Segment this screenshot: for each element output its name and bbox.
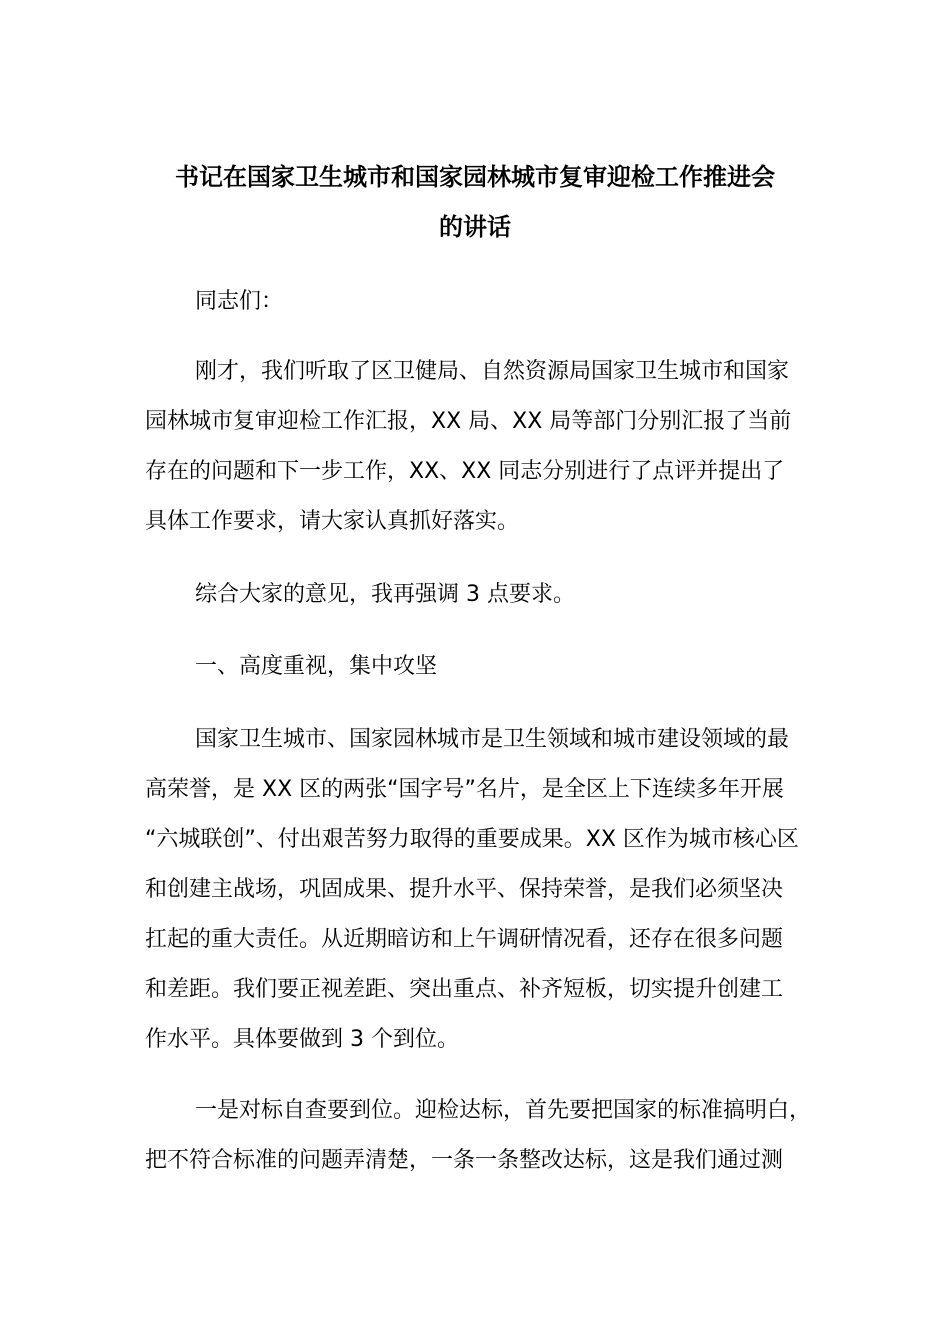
paragraph-4-line-5: 扛起的重大责任。从近期暗访和上午调研情况看，还存在很多问题 (145, 927, 784, 952)
section-heading-1: 一、高度重视，集中攻坚 (195, 654, 438, 679)
paragraph-4-line-6: 和差距。我们要正视差距、突出重点、补齐短板，切实提升创建工 (145, 977, 784, 1002)
paragraph-1-line-3: 存在的问题和下一步工作，XX、XX 同志分别进行了点评并提出了 (145, 459, 785, 484)
paragraph-4-line-1: 国家卫生城市、国家园林城市是卫生领域和城市建设领域的最 (195, 727, 790, 752)
document-title-line-2: 的讲话 (439, 213, 511, 241)
paragraph-4-line-3: “六城联创”、付出艰苦努力取得的重要成果。XX 区作为城市核心区 (145, 827, 799, 852)
paragraph-5-line-2: 把不符合标准的问题弄清楚，一条一条整改达标，这是我们通过测 (145, 1148, 784, 1173)
paragraph-4-line-2: 高荣誉，是 XX 区的两张“国字号”名片，是全区上下连续多年开展 (145, 777, 784, 802)
paragraph-1-line-2: 园林城市复审迎检工作汇报，XX 局、XX 局等部门分别汇报了当前 (145, 409, 792, 434)
paragraph-5-line-1: 一是对标自查要到位。迎检达标，首先要把国家的标准搞明白， (195, 1098, 812, 1123)
paragraph-1-line-1: 刚才，我们听取了区卫健局、自然资源局国家卫生城市和国家 (195, 359, 790, 384)
paragraph-4-line-4: 和创建主战场，巩固成果、提升水平、保持荣誉，是我们必须坚决 (145, 877, 784, 902)
salutation: 同志们： (195, 289, 284, 314)
paragraph-4-line-7: 作水平。具体要做到 3 个到位。 (145, 1027, 459, 1052)
paragraph-2-line-1: 综合大家的意见，我再强调 3 点要求。 (195, 582, 575, 607)
paragraph-1-line-4: 具体工作要求，请大家认真抓好落实。 (145, 509, 520, 534)
document-title-line-1: 书记在国家卫生城市和国家园林城市复审迎检工作推进会 (175, 163, 775, 191)
